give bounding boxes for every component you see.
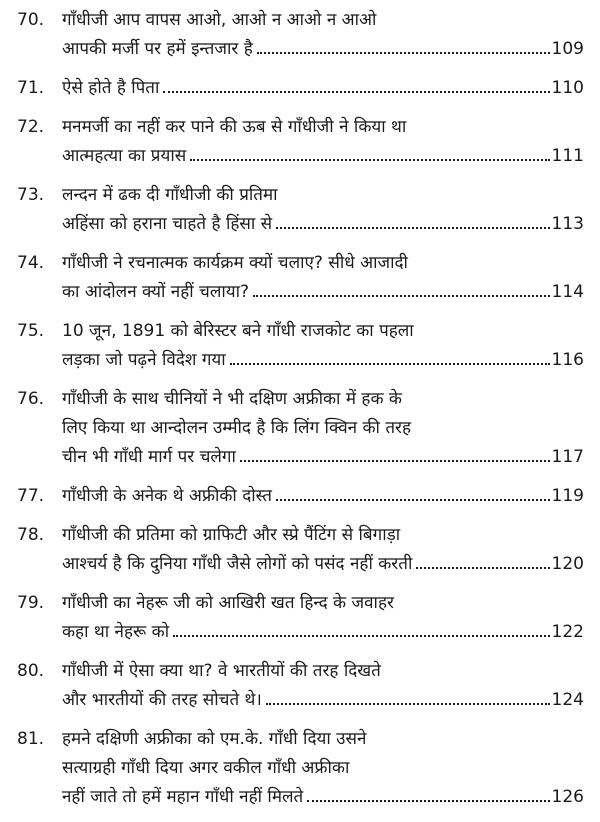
toc-entry-title-line: गाँधीजी के अनेक थे अफ्रीकी दोस्त [62,486,272,506]
toc-entry [0,249,600,307]
toc-entry-title-line: अहिंसा को हराना चाहते है हिंसा से [62,214,273,234]
dot-leader [276,227,549,229]
toc-entry-title-line: लड़का जो पढ़ने विदेश गया [62,350,226,370]
toc-entry-title-line: का आंदोलन क्यों नहीं चलाया? [62,282,250,302]
toc-entry [0,521,600,579]
toc-entry-page-number: 113 [551,214,584,234]
toc-entry-last-line [62,550,584,579]
dot-leader [276,499,550,501]
toc-entry-title-line: आश्चर्य है कि दुनिया गाँधी जैसे लोगों को पसंद नहीं करती [62,554,413,574]
toc-entry-title-line: मनमर्जी का नहीं कर पाने की ऊब से गाँधीजी ने किया था [62,117,407,137]
toc-entry-number: 81. [17,729,45,749]
toc-entry-title-line: गाँधीजी के साथ चीनियों ने भी दक्षिण अफ्रीका में हक के [62,389,402,409]
toc-entry-page-number: 110 [551,78,584,98]
toc-entry-title-line: गाँधीजी ने रचनात्मक कार्यक्रम क्यों चलाए? सीधे आजादी [62,253,408,273]
toc-entry-last-line [62,278,584,307]
toc-entry-page-number: 114 [551,282,584,302]
dot-leader [416,567,549,569]
toc-entry-title-line: गाँधीजी आप वापस आओ, आओ न आओ न आओ [62,10,377,30]
toc-entry [0,6,600,64]
toc-entry-title-line: गाँधीजी की प्रतिमा को ग्राफिटी और स्प्रे पैंटिंग से बिगाड़ा [62,525,401,545]
dot-leader [230,363,550,365]
toc-entry-number: 70. [17,10,45,30]
toc-entry [0,725,600,812]
toc-entry-title-line: लन्दन में ढक दी गाँधीजी की प्रतिमा [62,185,278,205]
toc-entry-title-line: गाँधीजी में ऐसा क्या था? वे भारतीयों की तरह दिखते [62,661,381,681]
toc-entry-page-number: 124 [551,690,584,710]
dot-leader [240,460,550,462]
toc-entry-last-line [62,482,584,511]
toc-entry [0,482,600,511]
toc-entry-number: 72. [17,117,45,137]
toc-entry-last-line [62,686,584,715]
dot-leader [266,703,550,705]
toc-entry-number: 80. [17,661,45,681]
toc-entry-last-line [62,35,584,64]
toc-entry-title-line: ऐसे होते है पिता [62,78,160,98]
toc-entry-title-line: कहा था नेहरू को [62,622,170,642]
dot-leader [253,295,549,297]
dot-leader [257,52,550,54]
toc-entry-number: 78. [17,525,45,545]
dot-leader [190,159,549,161]
toc-entry [0,113,600,171]
toc-entry-title-line: नहीं जाते तो हमें महान गाँधी नहीं मिलते [62,787,304,807]
toc-entry [0,657,600,715]
toc-entry [0,74,600,103]
toc-entry-title-line: हमने दक्षिणी अफ्रीका को एम.के. गाँधी दिया उसने [62,729,367,749]
toc-entry-number: 75. [17,321,45,341]
toc-entry-page-number: 117 [551,447,584,467]
toc-entry-title-line: चीन भी गाँधी मार्ग पर चलेगा [62,447,236,467]
toc-entry-number: 79. [17,593,45,613]
toc-entry-title-line: गाँधीजी का नेहरू जी को आखिरी खत हिन्द के जवाहर [62,593,394,613]
toc-entry-last-line [62,210,584,239]
dot-leader [163,91,549,93]
toc-entry-title-line: 10 जून, 1891 को बेरिस्टर बने गाँधी राजकोट का पहला [62,321,414,341]
toc-entry-page-number: 119 [551,486,584,506]
toc-entry-number: 71. [17,78,45,98]
toc-entry-title-line: आपकी मर्जी पर हमें इन्तजार है [62,39,253,59]
toc-entry-page-number: 109 [551,39,584,59]
toc-entry-page-number: 116 [551,350,584,370]
toc-entry [0,589,600,647]
toc-entry [0,181,600,239]
toc-entry-title-line: और भारतीयों की तरह सोचते थे। [62,690,262,710]
toc-entry-last-line [62,142,584,171]
toc-entry-last-line [62,443,584,472]
toc-entry-page-number: 126 [551,787,584,807]
toc-entry [0,385,600,472]
toc-entry [0,317,600,375]
table-of-contents [0,6,600,822]
dot-leader [307,800,549,802]
toc-entry-title-line: लिए किया था आन्दोलन उम्मीद है कि लिंग क्विन की तरह [62,418,412,438]
toc-entry-last-line [62,346,584,375]
toc-entry-title-line: सत्याग्रही गाँधी दिया अगर वकील गाँधी अफ्रीका [62,758,350,778]
toc-entry-last-line [62,783,584,812]
toc-entry-page-number: 120 [551,554,584,574]
toc-entry-page-number: 111 [551,146,584,166]
toc-entry-last-line [62,74,584,103]
toc-entry-number: 76. [17,389,45,409]
toc-entry-last-line [62,618,584,647]
toc-entry-number: 73. [17,185,45,205]
toc-entry-number: 74. [17,253,45,273]
toc-entry-title-line: आत्महत्या का प्रयास [62,146,187,166]
toc-entry-page-number: 122 [551,622,584,642]
toc-entry-number: 77. [17,486,45,506]
dot-leader [173,635,549,637]
